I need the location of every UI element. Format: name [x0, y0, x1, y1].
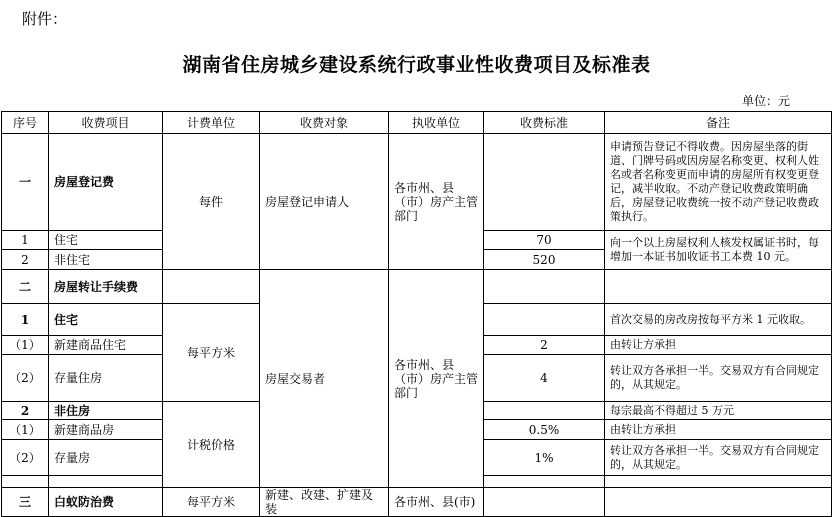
document-title: 湖南省住房城乡建设系统行政事业性收费项目及标准表	[182, 54, 651, 76]
row-no: （1）	[2, 420, 49, 440]
note-cell: 转让双方各承担一半。交易双方有合同规定的，从其规定。	[605, 355, 832, 402]
note-cell: 每宗最高不得超过 5 万元	[605, 402, 832, 420]
unit-cell: 每平方米	[163, 304, 260, 402]
collector-cell: 各市州、县（市）房产主管部门	[389, 270, 484, 488]
header-cell: 收费项目	[49, 112, 163, 134]
collector-cell: 各市州、县（市）房产主管部门	[389, 134, 484, 270]
note-cell	[605, 476, 832, 488]
note-cell: 向一个以上房屋权利人核发权属证书时，每增加一本证书加收证书工本费 10 元。	[605, 231, 832, 270]
standard-cell: 0.5%	[484, 420, 605, 440]
standard-cell: 2	[484, 336, 605, 355]
unit-cell: 每平方米	[163, 488, 260, 517]
row-item: 住宅	[49, 304, 163, 336]
row-no: （2）	[2, 440, 49, 476]
header-cell: 备注	[605, 112, 832, 134]
row-no: 三	[2, 488, 49, 517]
standard-cell	[484, 488, 605, 517]
note-cell: 转让双方各承担一半。交易双方有合同规定的，从其规定。	[605, 440, 832, 476]
unit-cell: 计税价格	[163, 402, 260, 488]
row-item: 新建商品房	[49, 420, 163, 440]
table-header-row	[2, 112, 832, 134]
row-no: （1）	[2, 336, 49, 355]
row-item: 存量住房	[49, 355, 163, 402]
unit-cell	[163, 270, 260, 304]
standard-cell: 4	[484, 355, 605, 402]
row-no: 1	[2, 304, 49, 336]
standard-cell: 1%	[484, 440, 605, 476]
header-cell: 序号	[2, 112, 49, 134]
target-cell: 房屋登记申请人	[260, 134, 389, 270]
target-cell: 房屋交易者	[260, 270, 389, 488]
note-cell: 首次交易的房改房按每平方米 1 元收取。	[605, 304, 832, 336]
note-cell	[605, 270, 832, 304]
row-item: 非住房	[49, 402, 163, 420]
standard-cell: 520	[484, 250, 605, 270]
unit-label: 单位：元	[742, 94, 791, 108]
row-no: 2	[2, 250, 49, 270]
header-cell: 执收单位	[389, 112, 484, 134]
row-no	[2, 476, 49, 488]
fee-table	[1, 111, 832, 517]
standard-cell	[484, 270, 605, 304]
note-cell: 由转让方承担	[605, 336, 832, 355]
standard-cell: 70	[484, 231, 605, 250]
note-cell: 申请预告登记不得收费。因房屋坐落的街道、门牌号码或因房屋名称变更、权利人姓名或者名称变更而申请的房屋所有权变更登记，减半收取。不动产登记收费政策明确后，房屋登记收费统一按不动产登记收费政策执行。	[605, 134, 832, 231]
row-no: 2	[2, 402, 49, 420]
row-item: 白蚁防治费	[49, 488, 163, 517]
header-cell: 收费对象	[260, 112, 389, 134]
note-cell: 由转让方承担	[605, 420, 832, 440]
row-item: 新建商品住宅	[49, 336, 163, 355]
unit-cell: 每件	[163, 134, 260, 270]
standard-cell	[484, 402, 605, 420]
table-row	[2, 134, 832, 231]
row-item: 非住宅	[49, 250, 163, 270]
row-item	[49, 476, 163, 488]
header-cell: 计费单位	[163, 112, 260, 134]
row-item: 房屋转让手续费	[49, 270, 163, 304]
row-no: 一	[2, 134, 49, 231]
row-item: 房屋登记费	[49, 134, 163, 231]
table-row	[2, 488, 832, 517]
target-cell: 新建、改建、扩建及装	[260, 488, 389, 517]
row-no: （2）	[2, 355, 49, 402]
row-no: 1	[2, 231, 49, 250]
row-item: 存量房	[49, 440, 163, 476]
row-item: 住宅	[49, 231, 163, 250]
header-cell: 收费标准	[484, 112, 605, 134]
standard-cell	[484, 304, 605, 336]
table-row	[2, 270, 832, 304]
collector-cell: 各市州、县(市)	[389, 488, 484, 517]
attachment-label: 附件：	[22, 10, 68, 28]
standard-cell	[484, 476, 605, 488]
note-cell	[605, 488, 832, 517]
standard-cell	[484, 134, 605, 231]
row-no: 二	[2, 270, 49, 304]
